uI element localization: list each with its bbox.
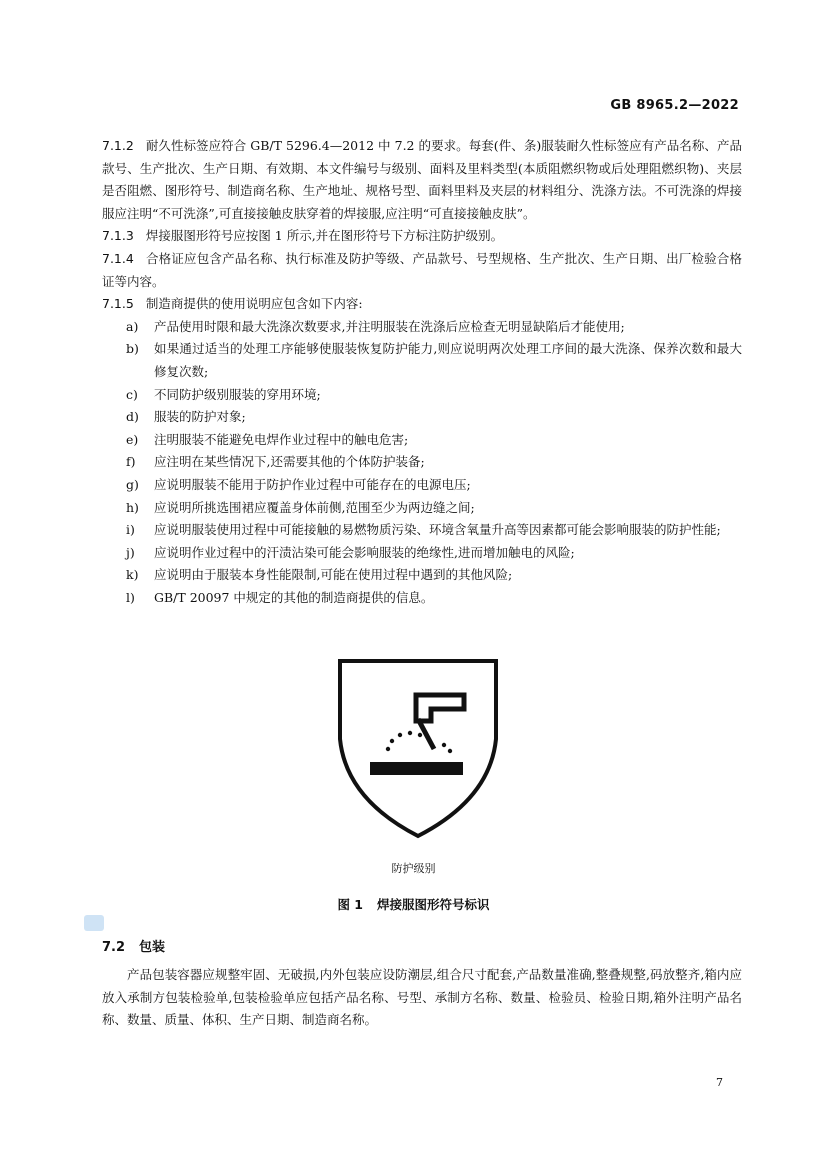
welding-shield-icon: [338, 659, 498, 839]
list-item-label: i): [126, 522, 135, 538]
list-item-label: k): [126, 567, 139, 583]
section-title: 包装: [139, 940, 166, 955]
list-item: [102, 429, 742, 452]
list-item-text: 注明服装不能避免电焊作业过程中的触电危害;: [154, 431, 409, 447]
clause-7-1-4: [102, 248, 742, 293]
clause-number: 7.1.2: [102, 138, 134, 153]
list-item-text: 服装的防护对象;: [154, 409, 246, 425]
list-item-label: d): [126, 409, 139, 425]
list-item: [102, 451, 742, 474]
clause-number: 7.1.3: [102, 228, 134, 244]
clause-7-1-3: [102, 225, 742, 248]
page-number: 7: [716, 1076, 723, 1089]
list-item-label: l): [126, 589, 135, 605]
clause-text: 制造商提供的使用说明应包含如下内容:: [145, 296, 363, 312]
list-item: [102, 542, 742, 565]
list-item-text: 应说明所挑选围裙应覆盖身体前侧,范围至少为两边缝之间;: [154, 499, 475, 515]
clause-text: 耐久性标签应符合 GB/T 5296.4—2012 中 7.2 的要求。每套(件、条)服装耐久性标签应有产品名称、产品款号、生产批次、生产日期、有效期、本文件编号与级别、面料及里料类型(本质阻燃织物或后处理阻燃织物)、夹层是否阻燃、图形符号、制造商名称、生产地址、规格号型、面料里料及夹层的材料组分、洗涤方法。不可洗涤的焊接服应注明“不可洗涤”,可直接接触皮肤穿着的焊接服,应注明“可直接接触皮肤”。: [102, 138, 742, 221]
clause-7-1-2: [102, 135, 742, 225]
list-item-label: f): [126, 454, 136, 470]
list-item-text: 如果通过适当的处理工序能够使服装恢复防护能力,则应说明两次处理工序间的最大洗涤、保养次数和最大修复次数;: [154, 341, 742, 379]
list-item: [102, 474, 742, 497]
list-item-label: h): [126, 499, 139, 515]
list-item-label: a): [126, 318, 139, 334]
list-item: [102, 384, 742, 407]
clause-7-1-5: [102, 293, 742, 316]
list-item-label: j): [126, 544, 135, 560]
instruction-list: [102, 316, 742, 610]
list-item-text: 应说明作业过程中的汗渍沾染可能会影响服装的绝缘性,进而增加触电的风险;: [154, 544, 575, 560]
list-item-text: GB/T 20097 中规定的其他的制造商提供的信息。: [154, 589, 434, 605]
figure-title: 焊接服图形符号标识: [377, 897, 490, 912]
list-item-text: 应注明在某些情况下,还需要其他的个体防护装备;: [154, 454, 425, 470]
list-item-text: 应说明服装使用过程中可能接触的易燃物质污染、环境含氧量升高等因素都可能会影响服装的防护性能;: [154, 522, 721, 538]
list-item: [102, 497, 742, 520]
list-item-text: 应说明由于服装本身性能限制,可能在使用过程中遇到的其他风险;: [154, 567, 513, 583]
section-number: 7.2: [102, 940, 126, 955]
section-heading: [102, 936, 165, 955]
list-item-text: 不同防护级别服装的穿用环境;: [154, 386, 321, 402]
clause-number: 7.1.5: [102, 296, 134, 312]
list-item-label: b): [126, 341, 139, 357]
main-content: [102, 135, 742, 609]
protection-level-label: 防护级别: [391, 862, 436, 875]
list-item-text: 产品使用时限和最大洗涤次数要求,并注明服装在洗涤后应检查无明显缺陷后才能使用;: [154, 318, 625, 334]
list-item: [102, 587, 742, 610]
figure-number: 图 1: [337, 897, 364, 912]
figure-caption: [0, 895, 827, 913]
list-item: [102, 519, 742, 542]
watermark-logo-icon: [84, 915, 104, 931]
clause-number: 7.1.4: [102, 250, 134, 266]
standard-number: GB 8965.2—2022: [610, 98, 739, 113]
clause-text: 合格证应包含产品名称、执行标准及防护等级、产品款号、号型规格、生产批次、生产日期、出厂检验合格证等内容。: [102, 250, 742, 289]
list-item-label: e): [126, 431, 139, 447]
list-item: [102, 316, 742, 339]
list-item-text: 应说明服装不能用于防护作业过程中可能存在的电源电压;: [154, 476, 471, 492]
list-item: [102, 406, 742, 429]
list-item-label: c): [126, 386, 138, 402]
clause-text: 焊接服图形符号应按图 1 所示,并在图形符号下方标注防护级别。: [145, 228, 504, 244]
list-item: [102, 338, 742, 383]
section-body: 产品包装容器应规整牢固、无破损,内外包装应设防潮层,组合尺寸配套,产品数量准确,整叠规整,码放整齐,箱内应放入承制方包装检验单,包装检验单应包括产品名称、号型、承制方名称、数量、检验员、检验日期,箱外注明产品名称、数量、质量、体积、生产日期、制造商名称。: [102, 967, 742, 1028]
list-item-label: g): [126, 476, 139, 492]
list-item: [102, 564, 742, 587]
